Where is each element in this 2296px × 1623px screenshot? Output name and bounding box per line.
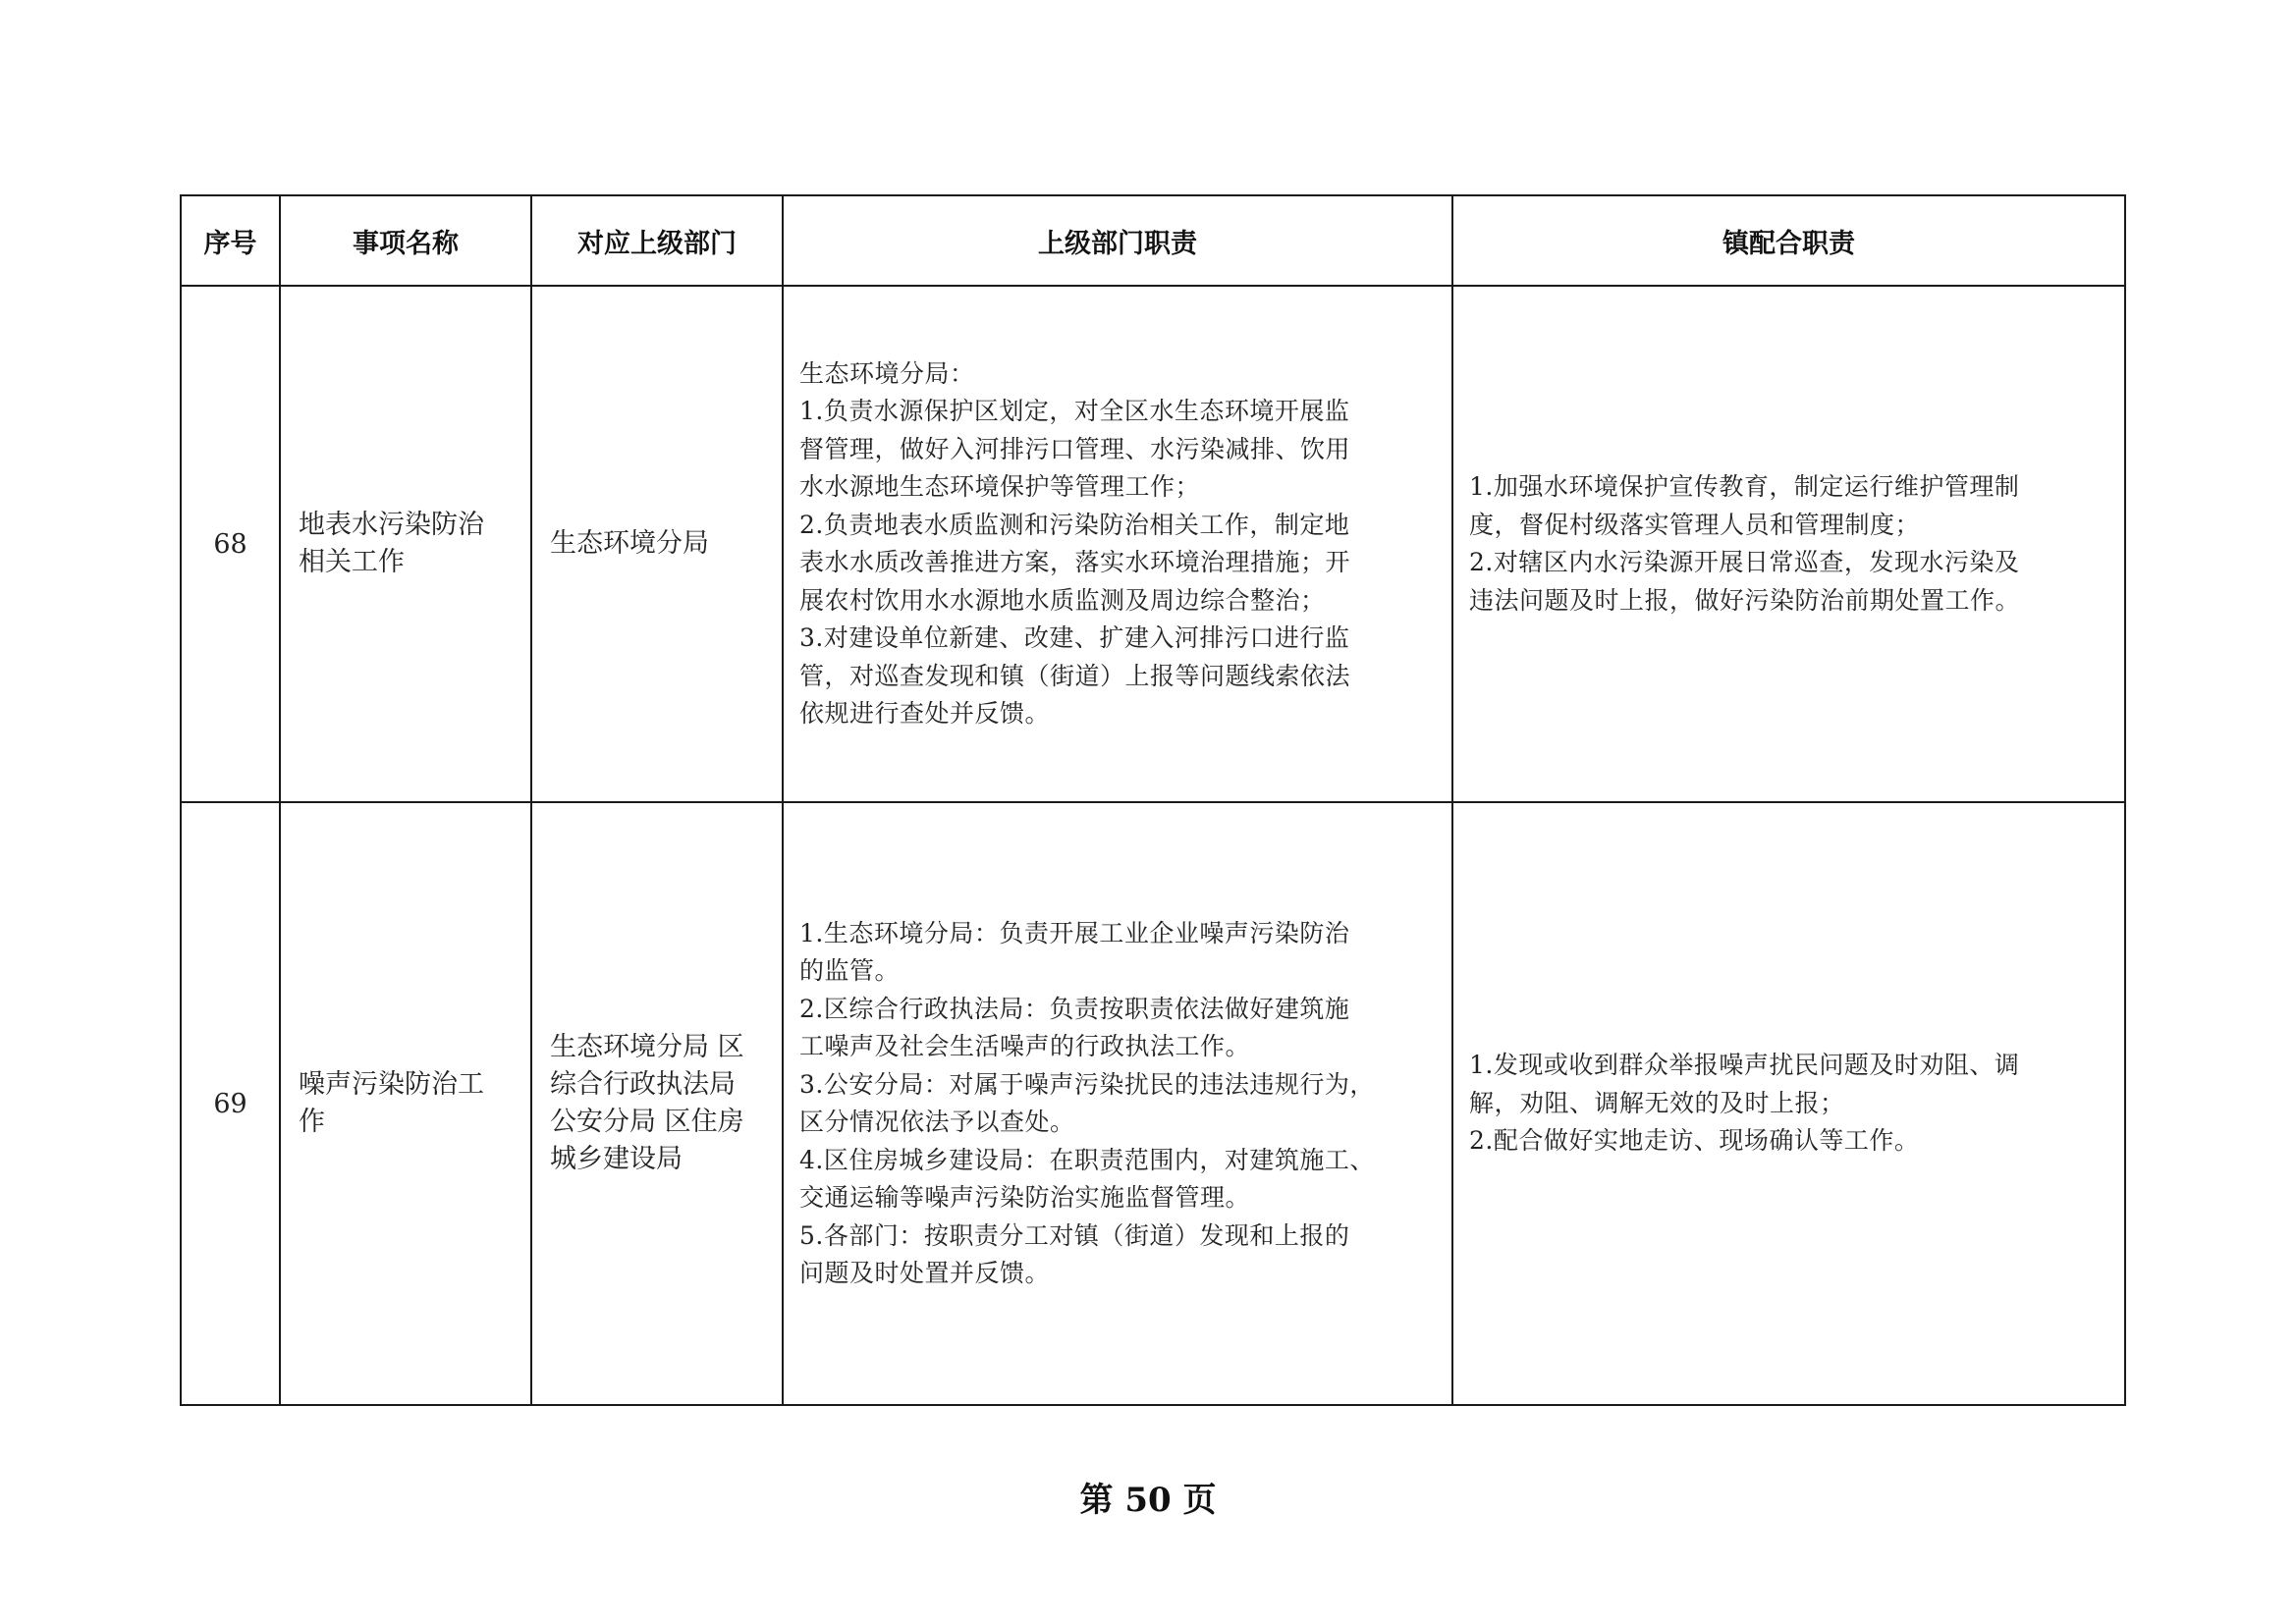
duty-table-container [180, 194, 2124, 1406]
text-line: 地表水污染防治 [299, 510, 484, 540]
text-line: 1.负责水源保护区划定，对全区水生态环境开展监 [799, 397, 1350, 425]
text-line: 区分情况依法予以查处。 [799, 1108, 1075, 1136]
header-town-duties: 镇配合职责 [1452, 195, 2125, 286]
text-line: 作 [299, 1107, 325, 1137]
text-line: 管，对巡查发现和镇（街道）上报等问题线索依法 [799, 661, 1351, 690]
text-line: 城乡建设局 [550, 1144, 683, 1174]
text-line: 噪声污染防治工 [299, 1069, 484, 1100]
text-line: 公安分局 区住房 [550, 1107, 744, 1137]
text-line: 5.各部门：按职责分工对镇（街道）发现和上报的 [799, 1220, 1350, 1250]
text-line: 2.区综合行政执法局：负责按职责依法做好建筑施 [799, 994, 1350, 1023]
text-line: 解，劝阻、调解无效的及时上报； [1469, 1088, 1845, 1117]
text-line: 生态环境分局： [799, 358, 975, 388]
text-line: 水水源地生态环境保护等管理工作； [799, 472, 1201, 501]
text-line: 展农村饮用水水源地水质监测及周边综合整治； [799, 585, 1326, 615]
text-line: 生态环境分局 [550, 528, 709, 559]
row-serial: 69 [181, 802, 280, 1405]
text-line: 4.区住房城乡建设局：在职责范围内，对建筑施工、 [799, 1145, 1375, 1174]
text-line: 问题及时处置并反馈。 [799, 1259, 1051, 1287]
table-header-row [181, 195, 2125, 286]
text-line: 2.配合做好实地走访、现场确认等工作。 [1469, 1126, 1920, 1156]
table-row [181, 802, 2125, 1405]
text-line: 1.加强水环境保护宣传教育，制定运行维护管理制 [1469, 472, 2020, 501]
table-row [181, 286, 2125, 802]
row-serial: 68 [181, 286, 280, 802]
text-line: 综合行政执法局 [550, 1069, 736, 1100]
row-upper-dept [531, 802, 783, 1405]
text-line: 2.对辖区内水污染源开展日常巡查，发现水污染及 [1469, 548, 2020, 576]
duty-table [180, 194, 2126, 1406]
text-line: 督管理，做好入河排污口管理、水污染减排、饮用 [799, 434, 1351, 463]
text-line: 2.负责地表水质监测和污染防治相关工作，制定地 [799, 510, 1350, 539]
text-line: 1.生态环境分局：负责开展工业企业噪声污染防治 [799, 918, 1350, 947]
header-serial: 序号 [181, 195, 280, 286]
header-upper-duties: 上级部门职责 [783, 195, 1452, 286]
page-number: 第 50 页 [1079, 1481, 1217, 1520]
row-upper-dept [531, 286, 783, 802]
row-upper-duties [783, 802, 1452, 1405]
text-line: 依规进行查处并反馈。 [799, 699, 1051, 728]
row-town-duties [1452, 802, 2125, 1405]
text-line: 表水水质改善推进方案，落实水环境治理措施；开 [799, 548, 1351, 576]
row-item-name [280, 286, 531, 802]
header-upper-dept: 对应上级部门 [531, 195, 783, 286]
text-line: 3.对建设单位新建、改建、扩建入河排污口进行监 [799, 623, 1350, 652]
text-line: 生态环境分局 区 [550, 1032, 744, 1062]
text-line: 3.公安分局：对属于噪声污染扰民的违法违规行为， [799, 1069, 1375, 1099]
text-line: 交通运输等噪声污染防治实施监督管理。 [799, 1183, 1251, 1212]
row-upper-duties [783, 286, 1452, 802]
text-line: 度，督促村级落实管理人员和管理制度； [1469, 510, 1921, 539]
text-line: 相关工作 [299, 547, 405, 577]
text-line: 工噪声及社会生活噪声的行政执法工作。 [799, 1032, 1251, 1060]
row-town-duties [1452, 286, 2125, 802]
text-line: 的监管。 [799, 956, 901, 985]
header-item-name: 事项名称 [280, 195, 531, 286]
text-line: 1.发现或收到群众举报噪声扰民问题及时劝阻、调 [1469, 1051, 2020, 1080]
text-line: 违法问题及时上报，做好污染防治前期处置工作。 [1469, 585, 2021, 615]
row-item-name [280, 802, 531, 1405]
